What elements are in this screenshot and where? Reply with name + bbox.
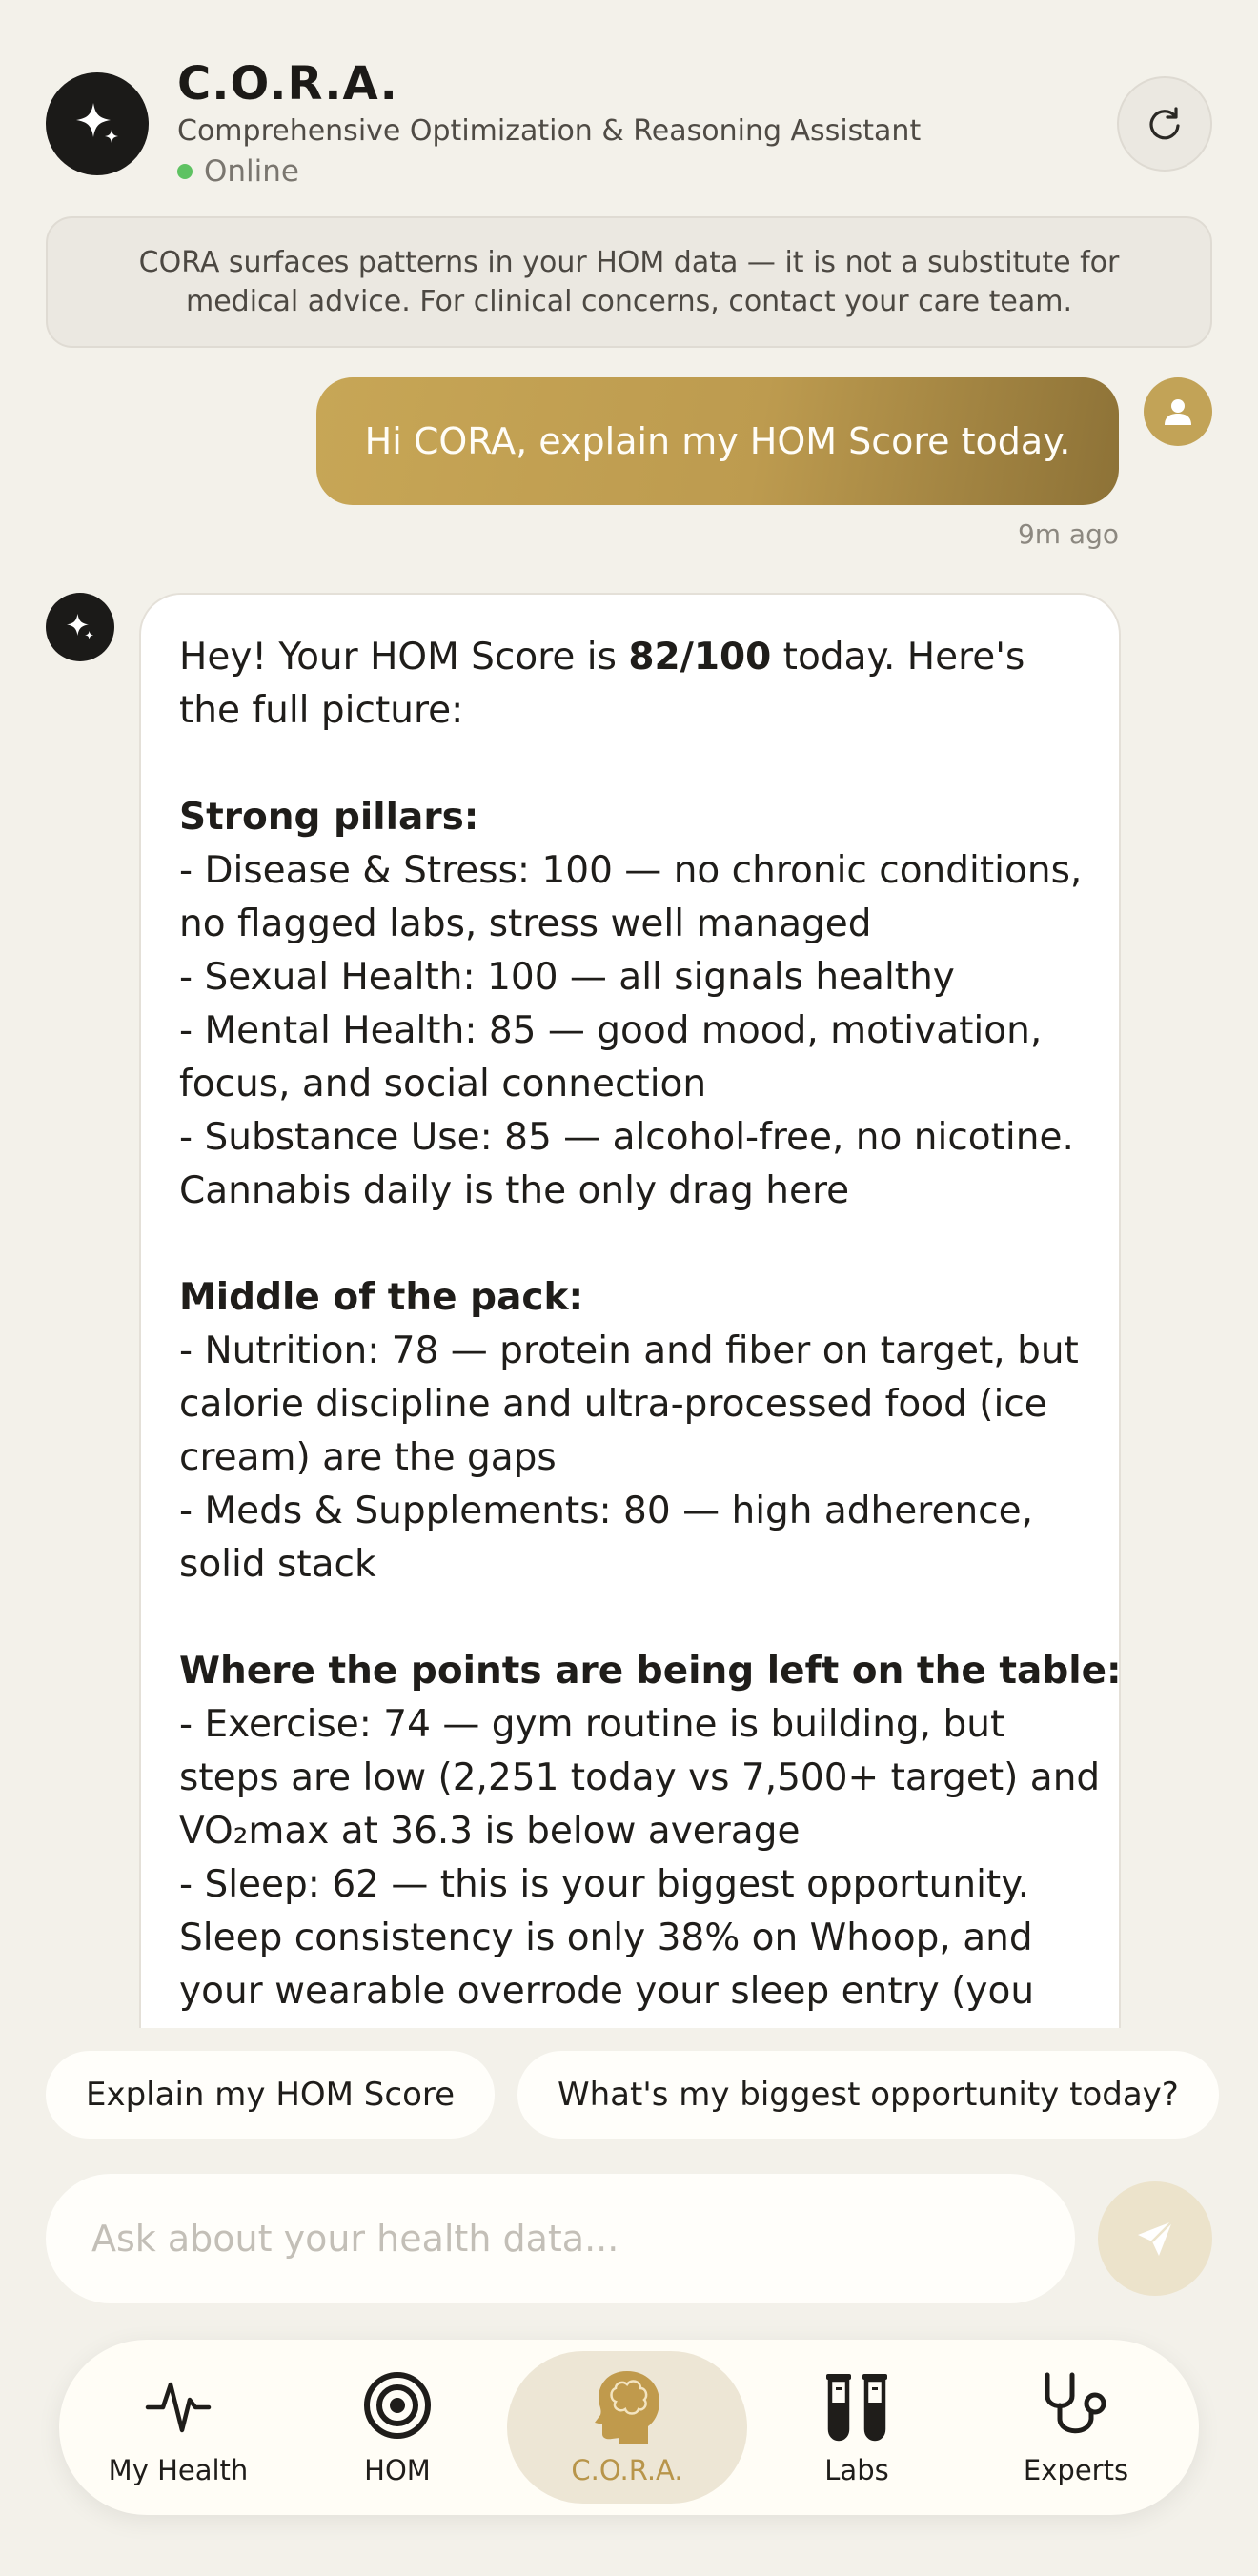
- send-icon: [1132, 2216, 1178, 2262]
- message-line: - Disease & Stress: 100 — no chronic conditions,: [179, 849, 1083, 892]
- message-line: cream) are the gaps: [179, 1436, 557, 1479]
- nav-item-my-health[interactable]: [69, 2351, 288, 2504]
- suggestion-chip-biggest-opportunity[interactable]: What's my biggest opportunity today?: [517, 2051, 1219, 2139]
- send-button[interactable]: [1098, 2181, 1212, 2296]
- message-line: VO₂max at 36.3 is below average: [179, 1810, 801, 1853]
- user-message-bubble: Hi CORA, explain my HOM Score today.: [316, 377, 1119, 505]
- message-input[interactable]: [91, 2218, 1029, 2260]
- message-line: - Sexual Health: 100 — all signals healthy: [179, 956, 955, 999]
- points-left-heading: Where the points are being left on the table:: [179, 1650, 1122, 1693]
- suggestion-chip-explain-score[interactable]: Explain my HOM Score: [46, 2051, 495, 2139]
- message-line: - Mental Health: 85 — good mood, motivation,: [179, 1009, 1043, 1052]
- hom-score-value: 82/100: [628, 636, 772, 679]
- message-timestamp: 9m ago: [1017, 518, 1119, 550]
- nav-label: My Health: [108, 2454, 249, 2486]
- middle-pack-heading: Middle of the pack:: [179, 1276, 584, 1319]
- user-icon: [1161, 395, 1195, 429]
- suggestion-chips: [46, 2051, 1219, 2139]
- message-line: Sleep consistency is only 38% on Whoop, and: [179, 1917, 1033, 1959]
- cora-logo: [46, 72, 149, 175]
- nav-label: Experts: [1023, 2454, 1129, 2486]
- strong-pillars-heading: Strong pillars:: [179, 796, 479, 839]
- nav-item-labs[interactable]: [747, 2351, 966, 2504]
- online-dot: [177, 164, 193, 179]
- message-input-container: [46, 2174, 1075, 2303]
- medical-disclaimer: CORA surfaces patterns in your HOM data — it is not a substitute for medical advice. For clinical concerns, contact your care team.: [46, 216, 1212, 348]
- bottom-navigation: [59, 2340, 1199, 2515]
- sparkle-icon: [71, 97, 124, 151]
- target-icon: [361, 2369, 434, 2442]
- chat-header: [46, 59, 1212, 193]
- stethoscope-icon: [1038, 2367, 1114, 2444]
- nav-label: HOM: [364, 2454, 431, 2486]
- chat-scroll-area[interactable]: [0, 572, 1258, 2028]
- message-line: calorie discipline and ultra-processed food (ice: [179, 1383, 1047, 1426]
- nav-item-cora[interactable]: [507, 2351, 747, 2504]
- nav-label: Labs: [824, 2454, 889, 2486]
- brain-head-icon: [591, 2367, 663, 2444]
- assistant-message-bubble: [139, 593, 1121, 2028]
- intro-line: Hey! Your HOM Score is 82/100 today. Here's: [179, 636, 1025, 679]
- nav-item-experts[interactable]: [966, 2351, 1186, 2504]
- message-line: - Exercise: 74 — gym routine is building, but: [179, 1703, 1005, 1746]
- refresh-icon: [1144, 103, 1186, 145]
- message-line: Cannabis daily is the only drag here: [179, 1169, 850, 1212]
- app-title: C.O.R.A.: [177, 57, 398, 111]
- status-label: Online: [204, 154, 299, 189]
- nav-label: C.O.R.A.: [571, 2454, 683, 2486]
- refresh-button[interactable]: [1117, 76, 1212, 172]
- intro-line-2: the full picture:: [179, 689, 464, 732]
- nav-item-hom[interactable]: [288, 2351, 507, 2504]
- message-line: solid stack: [179, 1543, 376, 1586]
- message-line: steps are low (2,251 today vs 7,500+ target) and: [179, 1756, 1101, 1799]
- message-line: your wearable overrode your sleep entry (you: [179, 1970, 1035, 2013]
- user-avatar: [1144, 377, 1212, 446]
- message-line: - Meds & Supplements: 80 — high adherence,: [179, 1490, 1033, 1532]
- message-line: - Nutrition: 78 — protein and fiber on target, but: [179, 1329, 1079, 1372]
- message-line: - Sleep: 62 — this is your biggest opportunity.: [179, 1863, 1030, 1906]
- app-subtitle: Comprehensive Optimization & Reasoning Assistant: [177, 114, 922, 148]
- test-tubes-icon: [822, 2368, 891, 2443]
- pulse-icon: [144, 2371, 213, 2440]
- message-line: no flagged labs, stress well managed: [179, 903, 872, 945]
- online-status: [177, 154, 299, 189]
- message-line: focus, and social connection: [179, 1063, 707, 1105]
- message-line: - Substance Use: 85 — alcohol-free, no nicotine.: [179, 1116, 1074, 1159]
